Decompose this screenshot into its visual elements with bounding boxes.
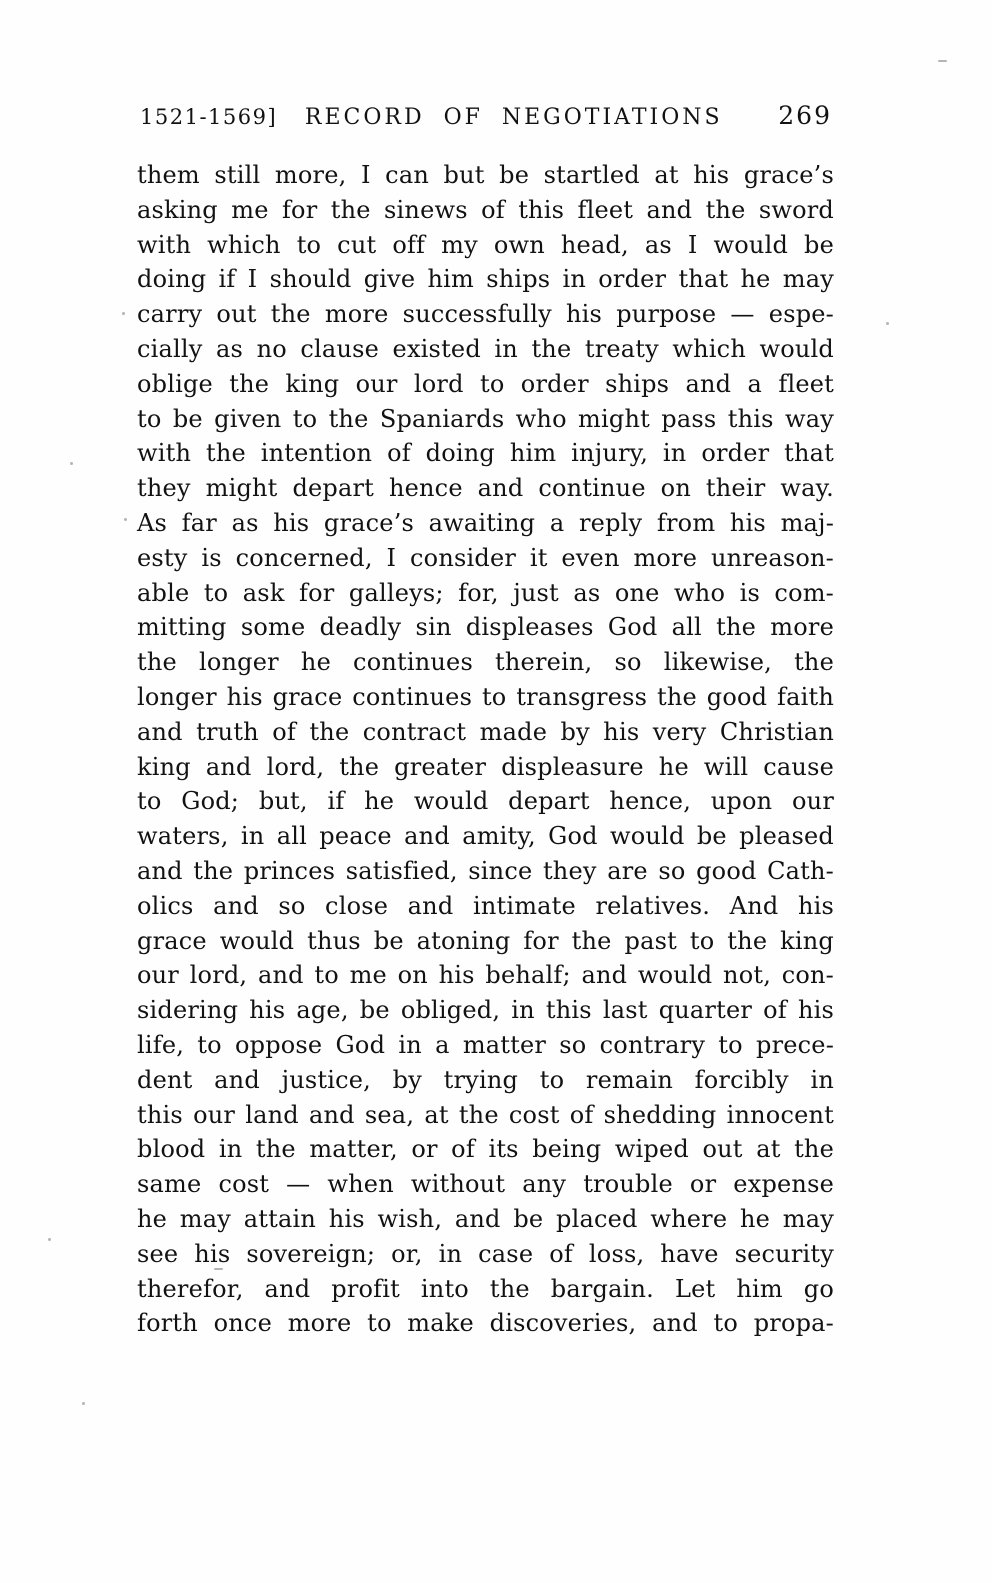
- text-line: them still more, I can but be startled at his grace’s: [137, 161, 834, 189]
- text-line: blood in the matter, or of its being wiped out at the: [137, 1135, 834, 1164]
- header-running-title: RECORD OF NEGOTIATIONS: [304, 105, 723, 130]
- body-text-block: [137, 158, 834, 1341]
- header-page-number: 269: [778, 101, 832, 130]
- page-header: [140, 101, 832, 130]
- text-line: they might depart hence and continue on their way.: [137, 474, 834, 503]
- text-line: the longer he continues therein, so likewise, the: [137, 648, 834, 677]
- text-line: with which to cut off my own head, as I would be: [137, 230, 834, 259]
- scan-speck: [938, 60, 947, 62]
- text-line: asking me for the sinews of this fleet and the sword: [137, 195, 834, 224]
- text-line: forth once more to make discoveries, and to propa-: [137, 1309, 834, 1338]
- scan-speck: [122, 312, 125, 315]
- text-line: with the intention of doing him injury, in order that: [137, 439, 834, 468]
- text-lines: [137, 158, 834, 1341]
- text-line: and truth of the contract made by his very Christian: [137, 717, 834, 746]
- text-line: doing if I should give him ships in order that he may: [137, 265, 834, 294]
- scan-speck: [82, 1402, 85, 1405]
- text-line: able to ask for galleys; for, just as one who is com-: [137, 578, 834, 607]
- scan-speck: [886, 322, 889, 325]
- text-line: he may attain his wish, and be placed where he may: [137, 1204, 834, 1233]
- text-line: our lord, and to me on his behalf; and would not, con-: [137, 961, 834, 990]
- text-line: oblige the king our lord to order ships and a fleet: [137, 369, 834, 398]
- text-line: to be given to the Spaniards who might pass this way: [137, 404, 834, 433]
- text-line: mitting some deadly sin displeases God all the more: [137, 613, 834, 642]
- scan-speck: [214, 1268, 223, 1270]
- text-line: this our land and sea, at the cost of shedding innocent: [137, 1100, 834, 1129]
- text-line: waters, in all peace and amity, God would be pleased: [137, 822, 834, 851]
- text-line: life, to oppose God in a matter so contrary to prece-: [137, 1030, 834, 1059]
- text-line: king and lord, the greater displeasure he will cause: [137, 752, 834, 781]
- text-line: dent and justice, by trying to remain forcibly in: [137, 1065, 834, 1094]
- scan-speck: [70, 462, 73, 465]
- scan-speck: [124, 518, 127, 521]
- text-line: sidering his age, be obliged, in this last quarter of his: [137, 996, 834, 1025]
- text-line: grace would thus be atoning for the past to the king: [137, 926, 834, 955]
- text-line: olics and so close and intimate relatives. And his: [137, 891, 834, 920]
- text-line: see his sovereign; or, in case of loss, have security: [137, 1239, 834, 1268]
- text-line: and the princes satisfied, since they are so good Cath-: [137, 856, 834, 885]
- text-line: same cost — when without any trouble or expense: [137, 1170, 834, 1199]
- text-line: As far as his grace’s awaiting a reply from his maj-: [137, 508, 834, 537]
- text-line: esty is concerned, I consider it even more unreason-: [137, 543, 834, 572]
- text-line: cially as no clause existed in the treaty which would: [137, 334, 834, 363]
- text-line: carry out the more successfully his purpose — espe-: [137, 300, 834, 329]
- scan-speck: [48, 1238, 51, 1241]
- header-date-range: 1521-1569]: [140, 105, 278, 129]
- text-line: longer his grace continues to transgress the good faith: [137, 682, 834, 711]
- text-line: therefor, and profit into the bargain. Let him go: [137, 1274, 834, 1303]
- text-line: to God; but, if he would depart hence, upon our: [137, 787, 834, 816]
